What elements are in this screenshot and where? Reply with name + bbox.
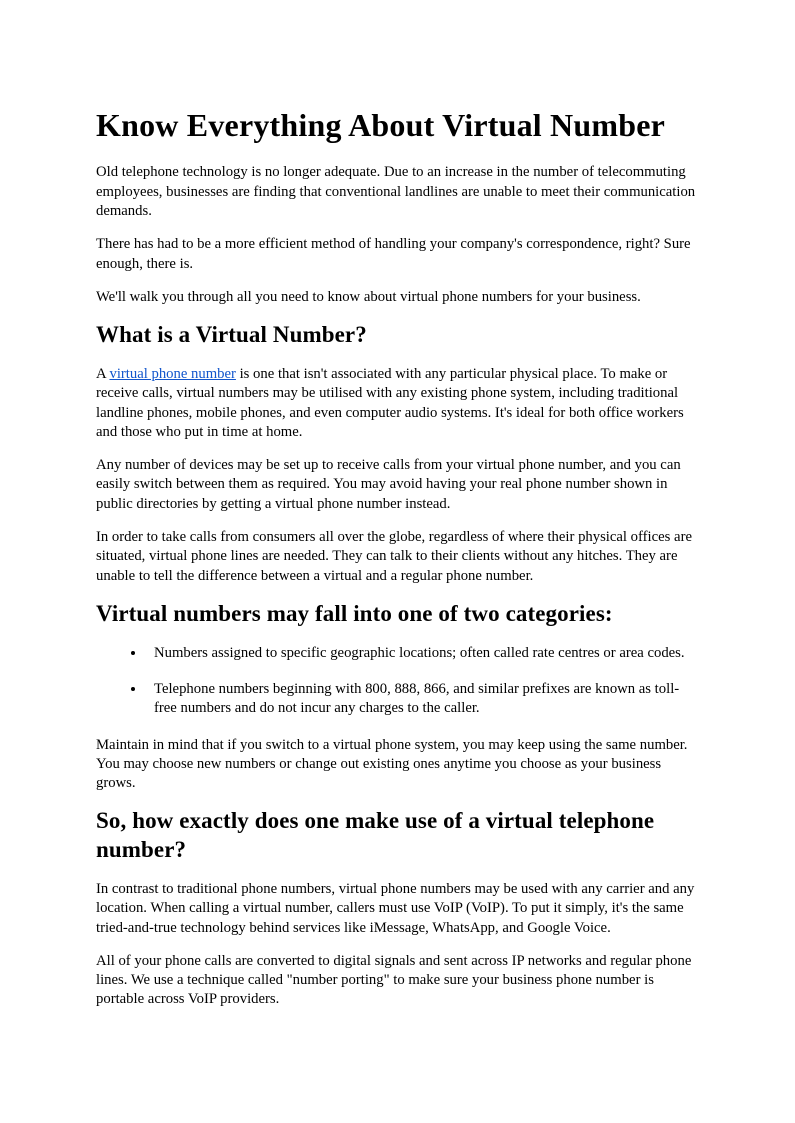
categories-paragraph-1: Maintain in mind that if you switch to a virtual phone system, you may keep using the same number. You may choose new numbers or change out existing ones anytime you choose as your business grows. bbox=[96, 736, 688, 792]
section-heading-what-is-virtual-number: What is a Virtual Number? bbox=[96, 322, 367, 348]
what-paragraph-3: In order to take calls from consumers all over the globe, regardless of where their physical offices are situated, virtual phone lines are needed. They can talk to their clients without any hitches. They are unable to tell the difference between a virtual and a regular phone number. bbox=[96, 529, 692, 584]
section-heading-two-categories: Virtual numbers may fall into one of two categories: bbox=[96, 600, 613, 626]
how-paragraph-1: In contrast to traditional phone numbers, virtual phone numbers may be used with any carrier and any location. When calling a virtual number, callers must use VoIP (VoIP). To put it simply, it's the same tried-and-true technology behind services like iMessage, WhatsApp, and Google Voice. bbox=[96, 880, 695, 936]
document-title: Know Everything About Virtual Number bbox=[96, 107, 666, 143]
what-paragraph-1-prefix: A bbox=[96, 365, 110, 382]
what-paragraph-1-suffix: is one that isn't associated with any particular physical place. To make or receive calls, virtual numbers may be utilised with any existing phone system, including traditional landline phones, mobile phones, and even computer audio systems. It's ideal for both office workers and those who put in time at home. bbox=[96, 365, 684, 440]
intro-paragraph-3: We'll walk you through all you need to know about virtual phone numbers for your business. bbox=[96, 288, 641, 305]
how-paragraph-2: All of your phone calls are converted to digital signals and sent across IP networks and regular phone lines. We use a technique called "number porting" to make sure your business phone number is portable across VoIP providers. bbox=[96, 952, 692, 1008]
what-paragraph-2: Any number of devices may be set up to receive calls from your virtual phone number, and you can easily switch between them as required. You may avoid having your real phone number shown in public directories by getting a virtual phone number instead. bbox=[96, 457, 681, 512]
virtual-phone-number-link[interactable]: virtual phone number bbox=[109, 365, 236, 382]
bullet-item-geographic-numbers: • Numbers assigned to specific geographic locations; often called rate centres or area codes. bbox=[146, 644, 700, 663]
intro-paragraph-2: There has had to be a more efficient method of handling your company's correspondence, right? Sure enough, there is. bbox=[96, 236, 691, 272]
categories-bullet-list bbox=[96, 644, 700, 719]
intro-paragraph-1: Old telephone technology is no longer adequate. Due to an increase in the number of telecommuting employees, businesses are finding that conventional landlines are unable to meet their communication demands. bbox=[96, 164, 696, 219]
section-heading-how-to-use: So, how exactly does one make use of a virtual telephone number? bbox=[96, 808, 655, 863]
what-paragraph-1 bbox=[96, 365, 700, 442]
bullet-item-toll-free-numbers: • Telephone numbers beginning with 800, 888, 866, and similar prefixes are known as toll-free numbers and do not incur any charges to the caller. bbox=[146, 680, 700, 719]
